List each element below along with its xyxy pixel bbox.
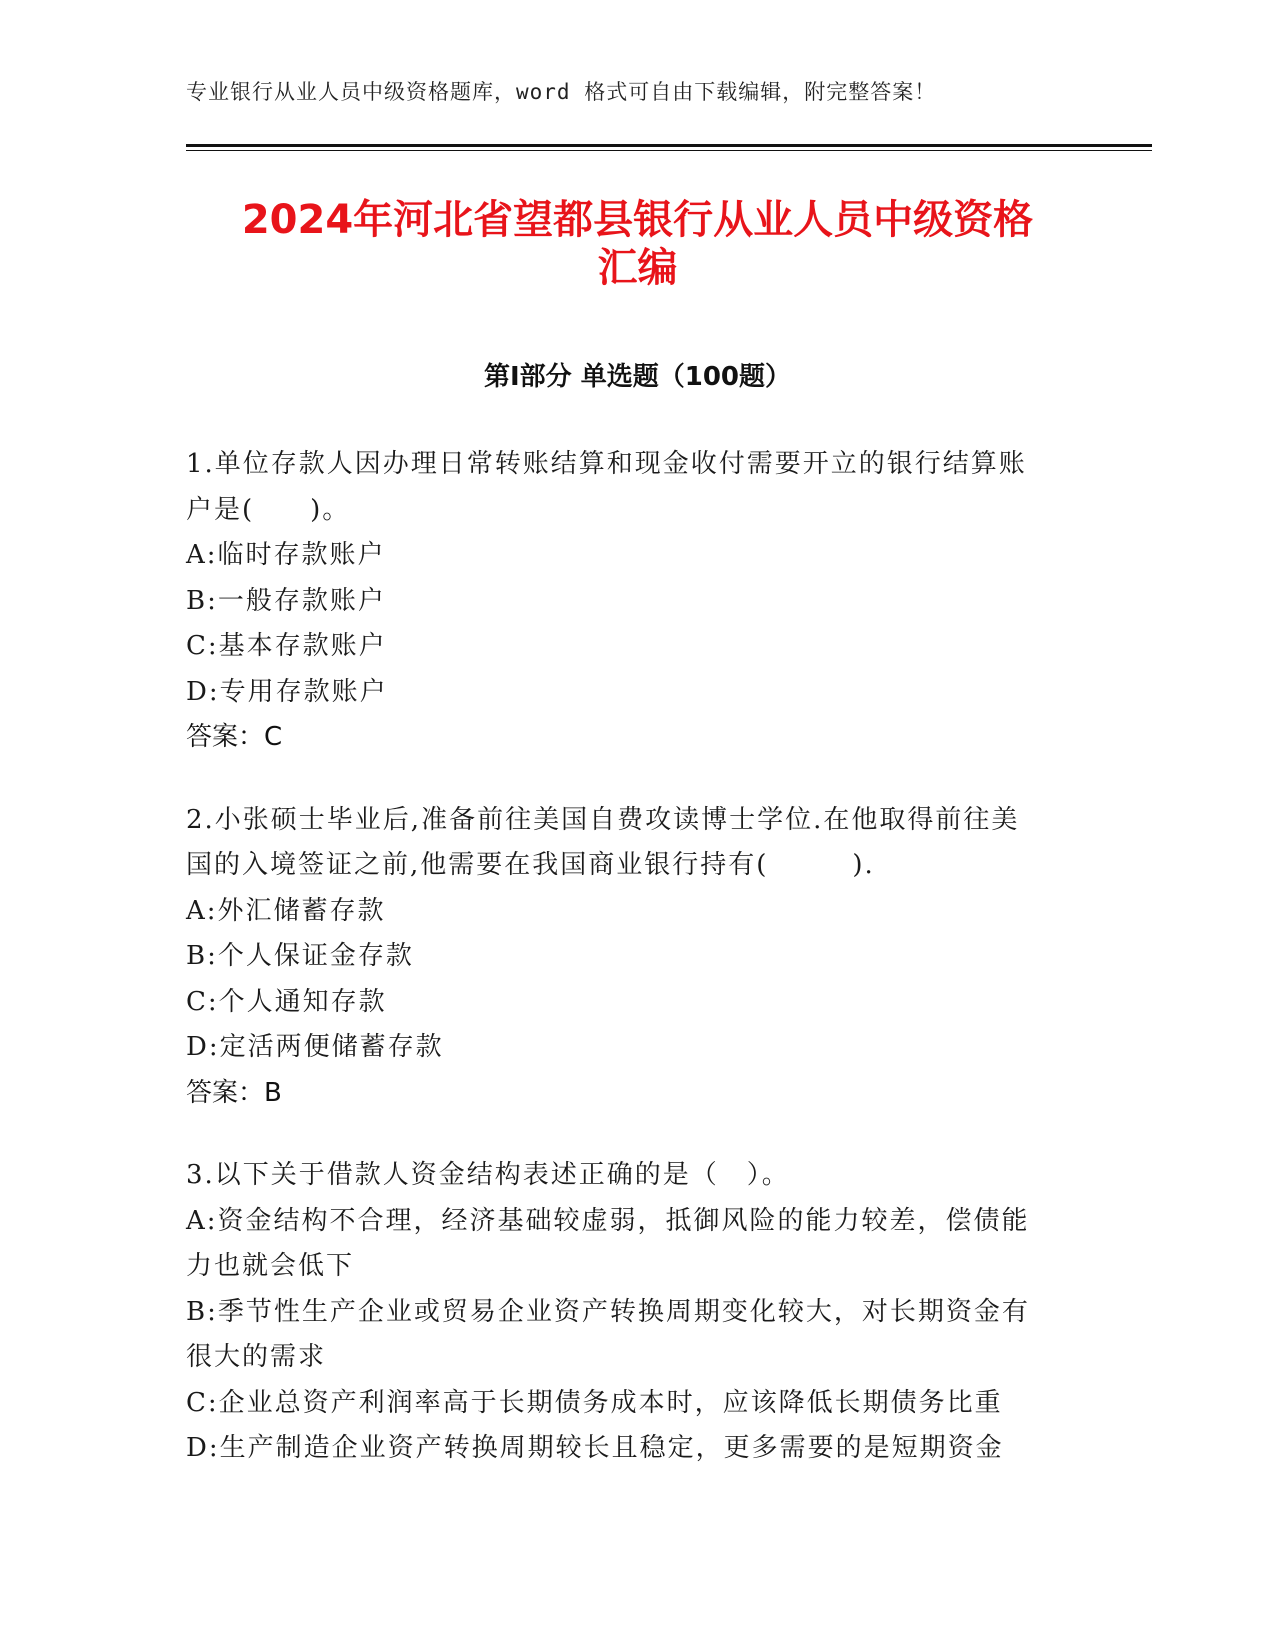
- document-title: [150, 196, 1125, 292]
- option-a-continued: 力也就会低下: [186, 1251, 355, 1281]
- option-b: B:个人保证金存款: [186, 941, 414, 971]
- option-a: A:临时存款账户: [186, 540, 386, 570]
- header-rule-thin: [186, 150, 1152, 151]
- question-list: [186, 442, 1066, 1509]
- question-1: [186, 442, 1066, 761]
- question-stem: 2.小张硕士毕业后,准备前往美国自费攻读博士学位.在他取得前往美: [186, 804, 1020, 835]
- option-c: C:个人通知存款: [186, 986, 387, 1017]
- option-a: A:资金结构不合理，经济基础较虚弱，抵御风险的能力较差，偿债能: [186, 1205, 1030, 1236]
- option-c: C:企业总资产利润率高于长期债务成本时，应该降低长期债务比重: [186, 1387, 1003, 1418]
- question-stem: 国的入境签证之前,他需要在我国商业银行持有( ).: [186, 850, 875, 880]
- question-stem: 户是( )。: [186, 494, 351, 525]
- option-d: D:定活两便储蓄存款: [186, 1032, 444, 1062]
- option-b: B:一般存款账户: [186, 585, 386, 616]
- option-a: A:外汇储蓄存款: [186, 895, 386, 926]
- document-title-line-2: 汇编: [597, 245, 678, 291]
- option-b: B:季节性生产企业或贸易企业资产转换周期变化较大，对长期资金有: [186, 1296, 1030, 1327]
- question-3: [186, 1153, 1066, 1472]
- question-2: [186, 798, 1066, 1117]
- option-c: C:基本存款账户: [186, 631, 387, 661]
- header-note: 专业银行从业人员中级资格题库，word 格式可自由下载编辑，附完整答案！: [186, 80, 937, 104]
- header-rule-thick: [186, 144, 1152, 147]
- question-stem: 3.以下关于借款人资金结构表述正确的是（ ）。: [186, 1160, 790, 1190]
- document-title-line-1: 2024年河北省望都县银行从业人员中级资格: [241, 197, 1034, 243]
- answer: 答案：C: [186, 722, 283, 752]
- question-stem: 1.单位存款人因办理日常转账结算和现金收付需要开立的银行结算账: [186, 449, 1027, 479]
- option-b-continued: 很大的需求: [186, 1342, 327, 1372]
- answer: 答案：B: [186, 1077, 282, 1108]
- section-title: 第Ⅰ部分 单选题（100题）: [484, 362, 791, 392]
- option-d: D:专用存款账户: [186, 676, 388, 707]
- option-d: D:生产制造企业资产转换周期较长且稳定，更多需要的是短期资金: [186, 1433, 1004, 1463]
